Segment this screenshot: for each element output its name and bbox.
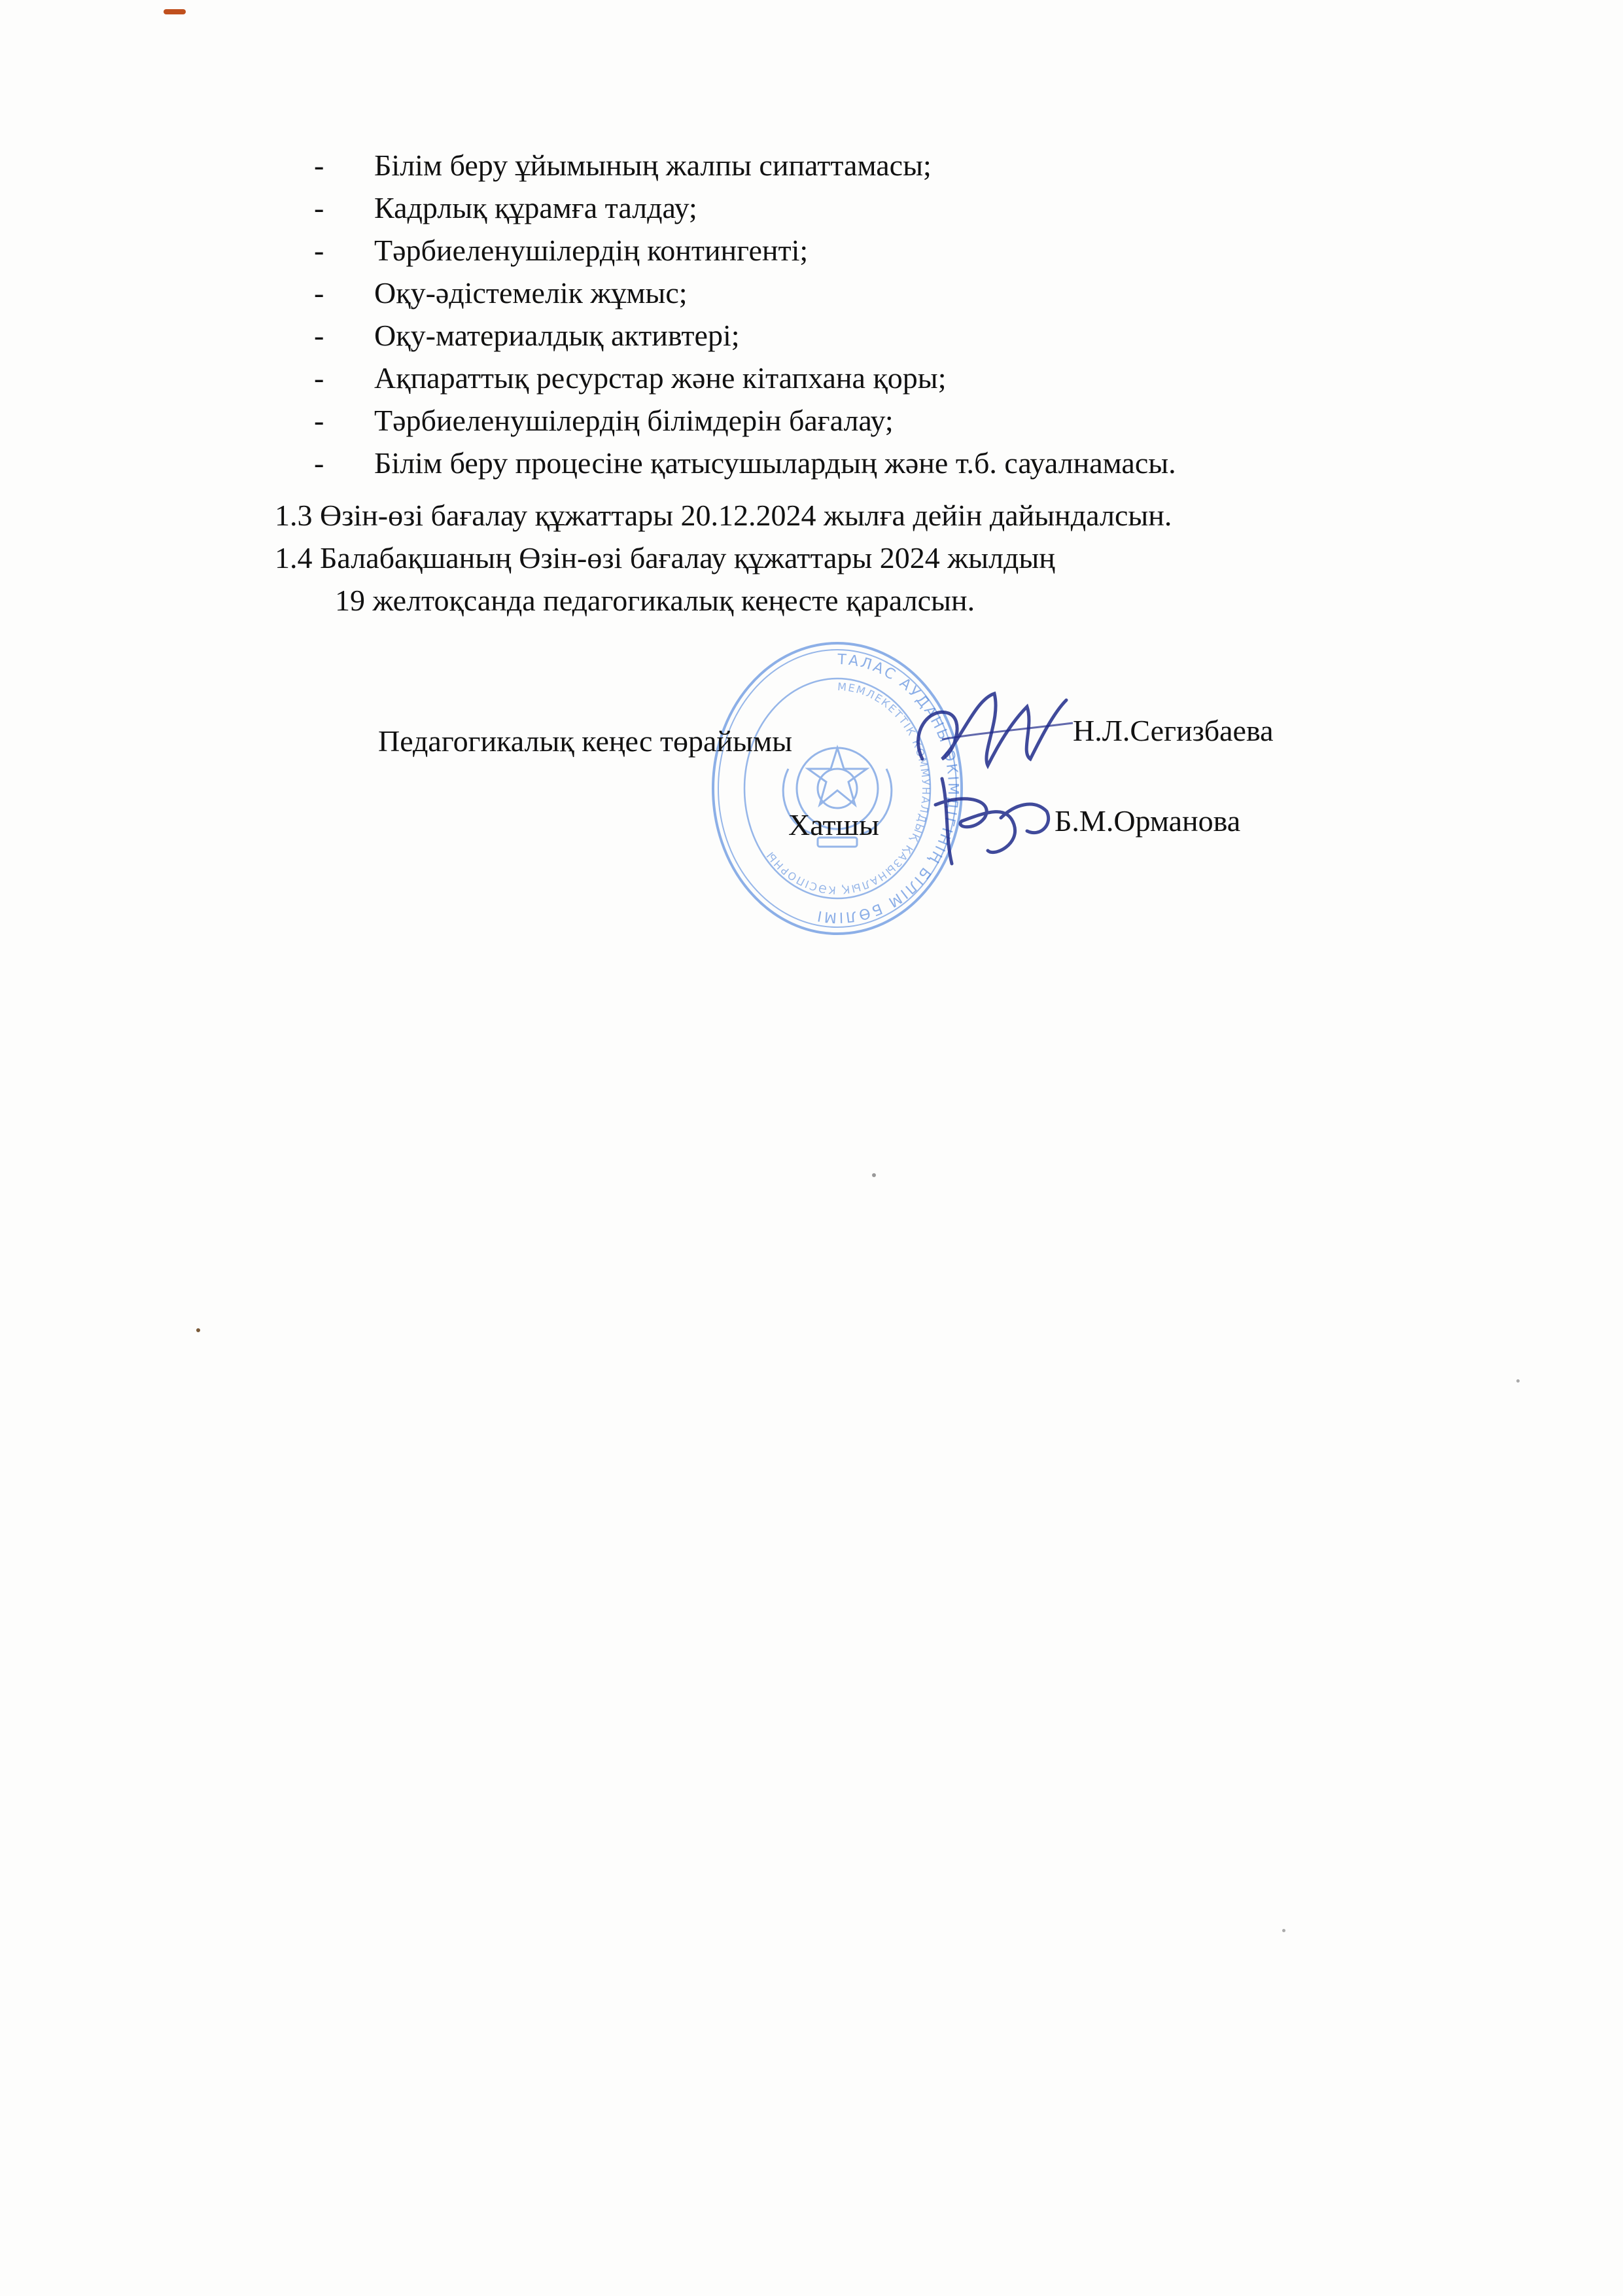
bullet-dash: - bbox=[314, 191, 324, 224]
list-item-text: Ақпараттық ресурстар және кітапхана қоры; bbox=[374, 361, 947, 395]
list-item-text: Білім беру процесіне қатысушылардың және т.б. сауалнамасы. bbox=[374, 446, 1176, 480]
list-item-text: Тәрбиеленушілердің контингенті; bbox=[374, 234, 809, 267]
bullet-dash: - bbox=[314, 276, 324, 309]
scan-speck bbox=[1516, 1379, 1520, 1383]
bullet-dash: - bbox=[314, 361, 324, 395]
list-item-text: Тәрбиеленушілердің білімдерін бағалау; bbox=[374, 404, 894, 437]
stamp-inner-text: МЕМЛЕКЕТТІК КОММУНАЛДЫҚ ҚАЗЫНАЛЫҚ КӘСІПОРНЫ bbox=[763, 680, 933, 897]
chair-name: Н.Л.Сегизбаева bbox=[1073, 714, 1274, 747]
list-item bbox=[314, 186, 1176, 229]
list-item bbox=[314, 442, 1176, 484]
clause-1-4-continuation: 19 желтоқсанда педагогикалық кеңесте қаралсын. bbox=[335, 584, 975, 617]
list-item bbox=[314, 399, 1176, 442]
bullet-dash: - bbox=[314, 319, 324, 352]
list-item bbox=[314, 272, 1176, 314]
bullet-dash: - bbox=[314, 404, 324, 437]
list-item bbox=[314, 357, 1176, 399]
list-item bbox=[314, 314, 1176, 357]
list-item-text: Оқу-әдістемелік жұмыс; bbox=[374, 276, 688, 309]
list-item bbox=[314, 229, 1176, 272]
clause-1-3: 1.3 Өзін-өзі бағалау құжаттары 20.12.2024 жылға дейін дайындалсын. bbox=[275, 499, 1172, 532]
secretary-name: Б.М.Орманова bbox=[1055, 804, 1241, 838]
scan-speck bbox=[1282, 1929, 1285, 1932]
scan-speck bbox=[872, 1173, 876, 1177]
bullet-dash: - bbox=[314, 446, 324, 480]
list-item-text: Білім беру ұйымының жалпы сипаттамасы; bbox=[374, 149, 932, 182]
bullet-list bbox=[314, 144, 1176, 484]
secretary-signature bbox=[922, 766, 1066, 877]
list-item-text: Оқу-материалдық активтері; bbox=[374, 319, 740, 352]
bullet-dash: - bbox=[314, 234, 324, 267]
bullet-dash: - bbox=[314, 149, 324, 182]
clause-1-4: 1.4 Балабақшаның Өзін-өзі бағалау құжаттары 2024 жылдың bbox=[275, 541, 1055, 574]
scan-speck bbox=[196, 1328, 200, 1332]
list-item-text: Кадрлық құрамға талдау; bbox=[374, 191, 697, 224]
secretary-title: Хатшы bbox=[788, 808, 879, 841]
stamp-outer-text: ТАЛАС АУДАНЫ ӘКІМДІГІНІҢ БІЛІМ БӨЛІМІ bbox=[814, 651, 962, 926]
list-item bbox=[314, 144, 1176, 186]
chair-title: Педагогикалық кеңес төрайымы bbox=[378, 724, 793, 758]
scan-speck bbox=[164, 9, 186, 14]
